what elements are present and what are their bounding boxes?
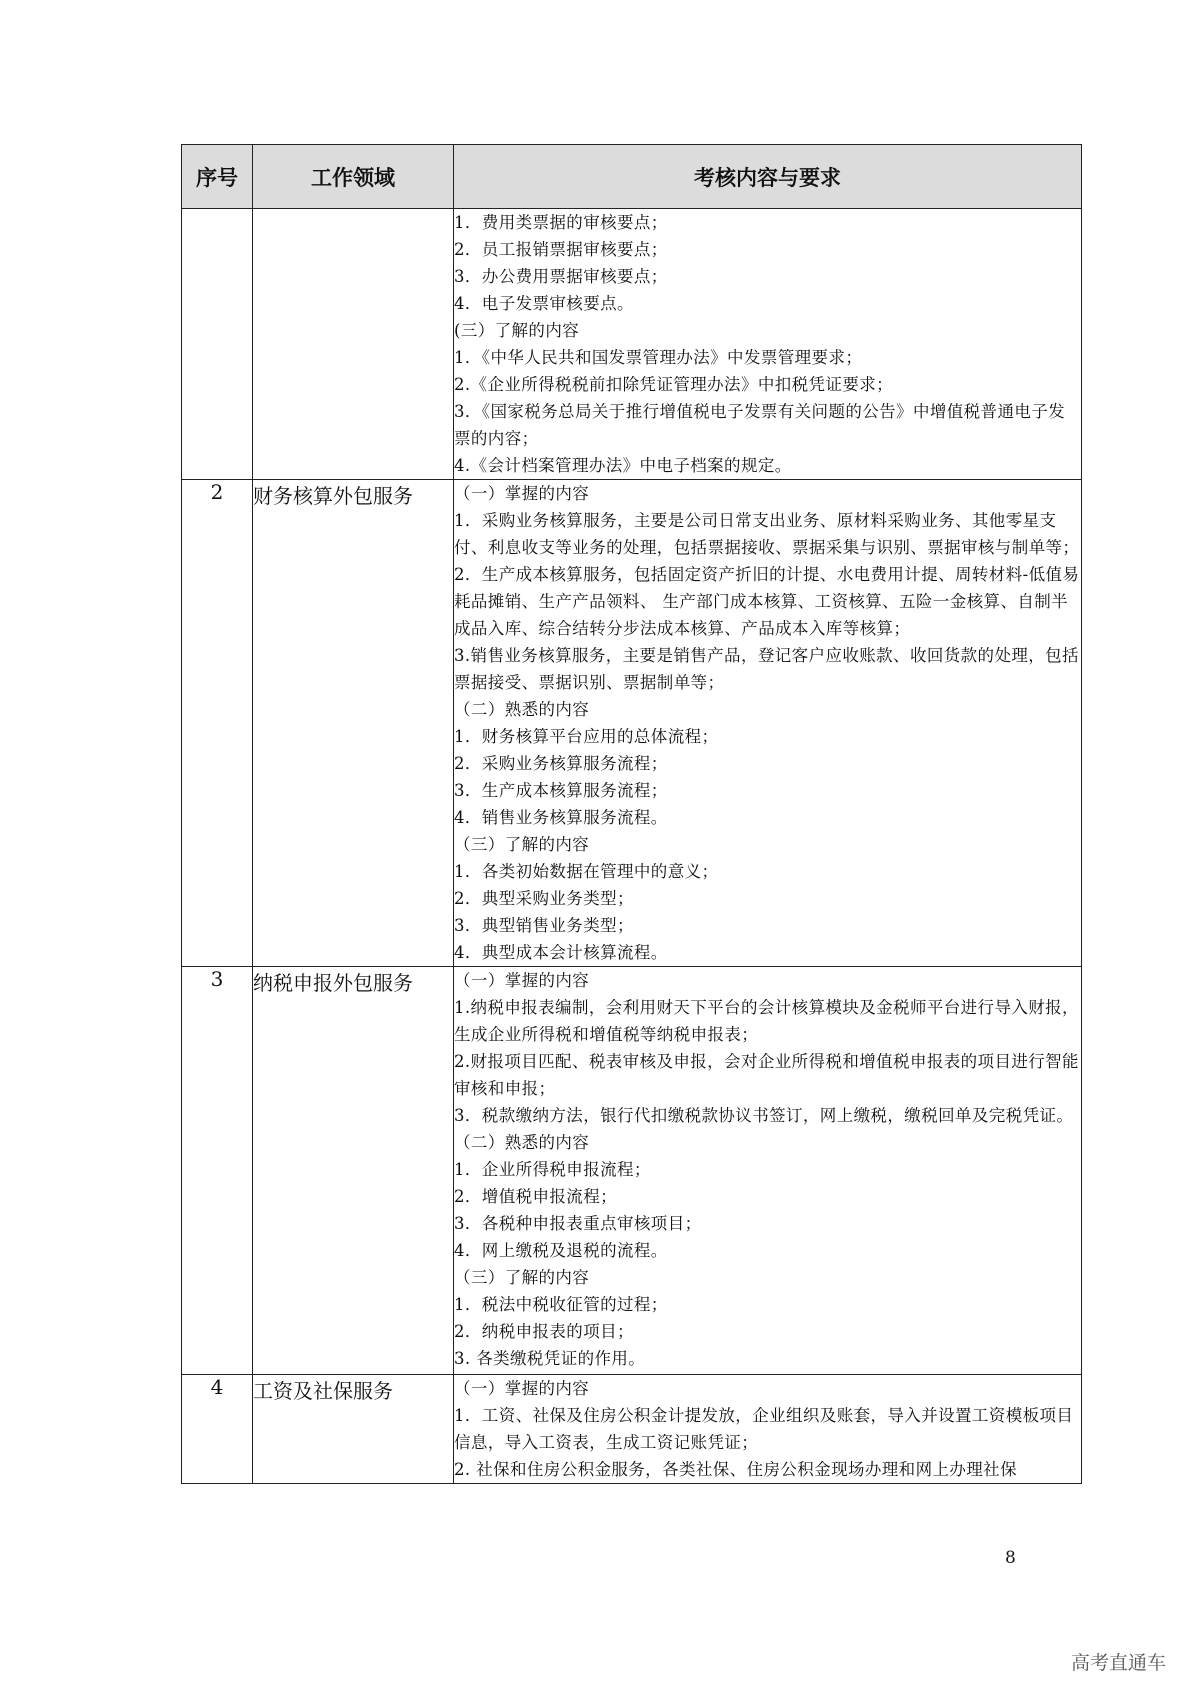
content-line: （二）熟悉的内容: [454, 700, 590, 719]
content-line: 1．税法中税收征管的过程；: [454, 1295, 668, 1314]
row-work-area: 纳税申报外包服务: [253, 967, 454, 1375]
content-line: （二）熟悉的内容: [454, 1133, 590, 1152]
content-line: 2．增值税申报流程；: [454, 1187, 617, 1206]
content-line: 3．各税种申报表重点审核项目；: [454, 1214, 702, 1233]
page-number: 8: [1005, 1548, 1016, 1568]
content-line: 3．税款缴纳方法，银行代扣缴税款协议书签订，网上缴税，缴税回单及完税凭证。: [454, 1106, 1074, 1125]
content-line: 4．销售业务核算服务流程。: [454, 808, 668, 827]
content-line: 3．办公费用票据审核要点；: [454, 267, 668, 286]
content-line: (三）了解的内容: [454, 321, 580, 340]
content-line: （一）掌握的内容: [454, 1379, 590, 1398]
content-line: （三）了解的内容: [454, 835, 590, 854]
content-line: （一）掌握的内容: [454, 484, 590, 503]
row-index: 2: [182, 480, 253, 967]
content-line: 1．企业所得税申报流程；: [454, 1160, 651, 1179]
content-line: 4．典型成本会计核算流程。: [454, 943, 668, 962]
content-line: 2. 社保和住房公积金服务，各类社保、住房公积金现场办理和网上办理社保: [454, 1460, 1017, 1479]
content-line: 3．生产成本核算服务流程；: [454, 781, 668, 800]
content-line: 3．典型销售业务类型；: [454, 916, 634, 935]
table-header-row: [182, 145, 1082, 209]
row-work-area: [253, 209, 454, 480]
content-line: 1．《中华人民共和国发票管理办法》中发票管理要求；: [454, 348, 863, 367]
row-index: 4: [182, 1375, 253, 1484]
content-line: 3.销售业务核算服务，主要是销售产品，登记客户应收账款、收回货款的处理，包括票据接受、票据识别、票据制单等；: [454, 646, 1079, 692]
header-area: 工作领域: [253, 145, 454, 209]
table-row: [182, 209, 1082, 480]
exam-requirements-table: [181, 144, 1082, 1484]
row-work-area: 工资及社保服务: [253, 1375, 454, 1484]
content-line: 4.《会计档案管理办法》中电子档案的规定。: [454, 456, 792, 475]
content-line: 2．员工报销票据审核要点；: [454, 240, 668, 259]
row-content: [454, 209, 1082, 480]
table-row: [182, 967, 1082, 1375]
row-index: 3: [182, 967, 253, 1375]
content-line: 1．采购业务核算服务，主要是公司日常支出业务、原材料采购业务、其他零星支付、利息收支等业务的处理，包括票据接收、票据采集与识别、票据审核与制单等；: [454, 511, 1080, 557]
table-body: [182, 209, 1082, 1484]
header-content: 考核内容与要求: [454, 145, 1082, 209]
content-line: 2．纳税申报表的项目；: [454, 1322, 634, 1341]
content-line: 4．电子发票审核要点。: [454, 294, 634, 313]
content-line: 2．典型采购业务类型；: [454, 889, 634, 908]
content-line: 2．采购业务核算服务流程；: [454, 754, 668, 773]
content-line: 1.纳税申报表编制，会利用财天下平台的会计核算模块及金税师平台进行导入财报，生成企业所得税和增值税等纳税申报表；: [454, 998, 1079, 1044]
content-line: 4．网上缴税及退税的流程。: [454, 1241, 668, 1260]
content-line: 1．工资、社保及住房公积金计提发放，企业组织及账套，导入并设置工资模板项目信息，导入工资表，生成工资记账凭证；: [454, 1406, 1074, 1452]
row-content: [454, 480, 1082, 967]
row-work-area: 财务核算外包服务: [253, 480, 454, 967]
row-content: [454, 1375, 1082, 1484]
row-content: [454, 967, 1082, 1375]
row-index: [182, 209, 253, 480]
watermark: 高考直通车: [1070, 1652, 1166, 1674]
content-line: 1．各类初始数据在管理中的意义；: [454, 862, 719, 881]
content-line: 3．《国家税务总局关于推行增值税电子发票有关问题的公告》中增值税普通电子发票的内容；: [454, 402, 1066, 448]
content-line: 1．费用类票据的审核要点；: [454, 213, 668, 232]
content-line: 2.财报项目匹配、税表审核及申报，会对企业所得税和增值税申报表的项目进行智能审核和申报；: [454, 1052, 1079, 1098]
table-row: [182, 1375, 1082, 1484]
content-line: 2.《企业所得税税前扣除凭证管理办法》中扣税凭证要求；: [454, 375, 894, 394]
table-row: [182, 480, 1082, 967]
header-index: 序号: [182, 145, 253, 209]
content-line: 2．生产成本核算服务，包括固定资产折旧的计提、水电费用计提、周转材料-低值易耗品摊销、生产产品领料、 生产部门成本核算、工资核算、五险一金核算、自制半成品入库、综合结转分步法成本核算、产品成本入库等核算；: [454, 565, 1080, 638]
content-line: （三）了解的内容: [454, 1268, 590, 1287]
content-line: （一）掌握的内容: [454, 971, 590, 990]
content-line: 1．财务核算平台应用的总体流程；: [454, 727, 719, 746]
content-line: 3. 各类缴税凭证的作用。: [454, 1349, 646, 1368]
